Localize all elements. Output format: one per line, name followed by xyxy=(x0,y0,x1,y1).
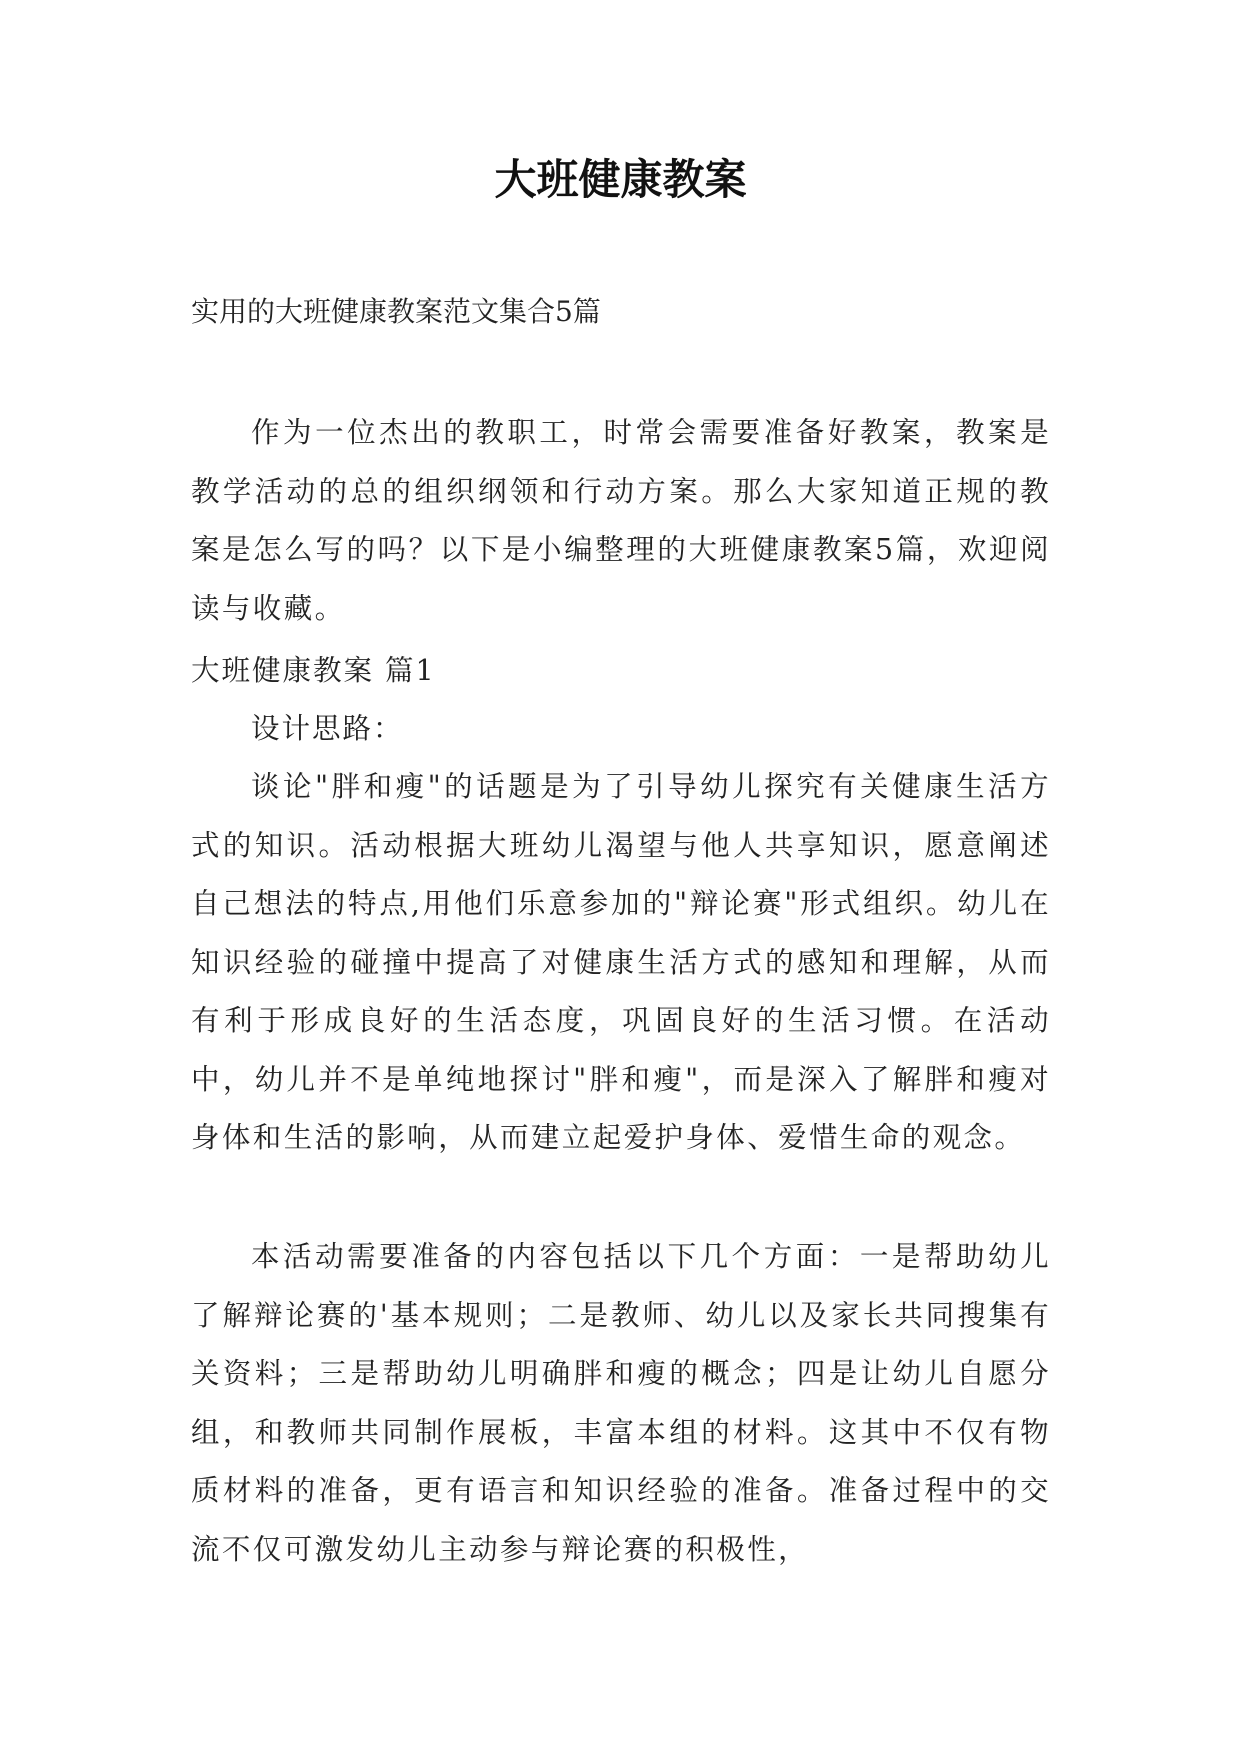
body-paragraph-2: 本活动需要准备的内容包括以下几个方面：一是帮助幼儿了解辩论赛的'基本规则；二是教师、幼儿以及家长共同搜集有关资料；三是帮助幼儿明确胖和瘦的概念；四是让幼儿自愿分组，和教师共同制作展板，丰富本组的材料。这其中不仅有物质材料的准备，更有语言和知识经验的准备。准备过程中的交流不仅可激发幼儿主动参与辩论赛的积极性， xyxy=(191,1240,1051,1566)
document-title: 大班健康教案 xyxy=(494,155,747,204)
design-ideas-label: 设计思路： xyxy=(251,712,404,745)
section-heading: 大班健康教案 篇1 xyxy=(191,654,436,687)
intro-paragraph: 作为一位杰出的教职工，时常会需要准备好教案，教案是教学活动的总的组织纲领和行动方案。那么大家知道正规的教案是怎么写的吗？以下是小编整理的大班健康教案5篇，欢迎阅读与收藏。 xyxy=(191,416,1051,625)
body-paragraph-1: 谈论"胖和瘦"的话题是为了引导幼儿探究有关健康生活方式的知识。活动根据大班幼儿渴望与他人共享知识，愿意阐述自己想法的特点,用他们乐意参加的"辩论赛"形式组织。幼儿在知识经验的碰撞中提高了对健康生活方式的感知和理解，从而有利于形成良好的生活态度，巩固良好的生活习惯。在活动中，幼儿并不是单纯地探讨"胖和瘦"，而是深入了解胖和瘦对身体和生活的影响，从而建立起爱护身体、爱惜生命的观念。 xyxy=(191,770,1051,1154)
document-subtitle: 实用的大班健康教案范文集合5篇 xyxy=(191,295,601,328)
